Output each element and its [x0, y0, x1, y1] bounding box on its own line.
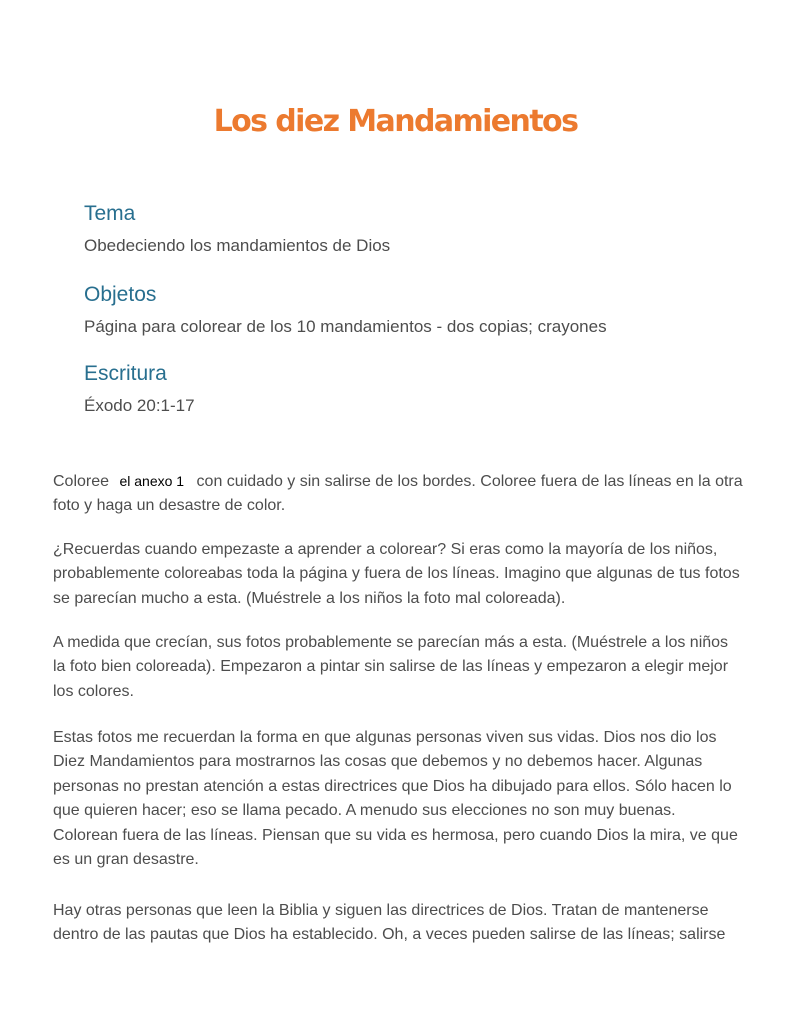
- annex-label: el anexo 1: [119, 473, 185, 489]
- escritura-value: Éxodo 20:1-17: [84, 396, 195, 415]
- page-title: Los diez Mandamientos: [213, 104, 578, 139]
- objetos-value: Página para colorear de los 10 mandamientos - dos copias; crayones: [84, 317, 607, 336]
- paragraph-4: Estas fotos me recuerdan la forma en que algunas personas viven sus vidas. Dios nos dio los Diez Mandamientos para mostrarnos las cosas que debemos y no debemos hacer. Algunas personas no prestan atención a estas directrices que Dios ha dibujado para ellos. Sólo hacen lo que quieren hacer; eso se llama pecado. A menudo sus elecciones no son muy buenas. Colorean fuera de las líneas. Piensan que su vida es hermosa, pero cuando Dios la mira, ve que es un gran desastre.: [53, 729, 738, 869]
- paragraph-5: Hay otras personas que leen la Biblia y siguen las directrices de Dios. Tratan de mantenerse dentro de las pautas que Dios ha establecido. Oh, a veces pueden salirse de las líneas; salirse: [53, 902, 726, 944]
- tema-heading: Tema: [84, 202, 136, 225]
- objetos-heading: Objetos: [84, 283, 157, 306]
- tema-value: Obedeciendo los mandamientos de Dios: [84, 236, 391, 255]
- paragraph-3: A medida que crecían, sus fotos probablemente se parecían más a esta. (Muéstrele a los niños la foto bien coloreada). Empezaron a pintar sin salirse de las líneas y empezaron a elegir mejor los colores.: [53, 634, 729, 700]
- paragraph-1-rest: con cuidado y sin salirse de los bordes. Coloree fuera de las líneas en la otra foto y haga un desastre de color.: [53, 473, 743, 515]
- escritura-heading: Escritura: [84, 362, 167, 385]
- paragraph-1: [53, 469, 743, 519]
- paragraph-2: ¿Recuerdas cuando empezaste a aprender a colorear? Si eras como la mayoría de los niños, probablemente coloreabas toda la página y fuera de los líneas. Imagino que algunas de tus fotos se parecían mucho a esta. (Muéstrele a los niños la foto mal coloreada).: [53, 541, 740, 607]
- paragraph-1-start: Coloree: [53, 473, 110, 490]
